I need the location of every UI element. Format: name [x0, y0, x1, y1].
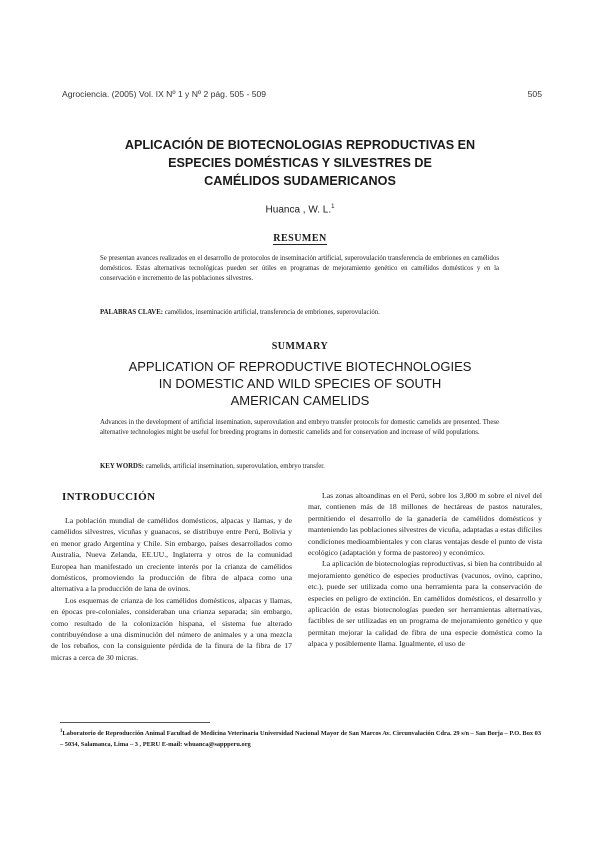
- author-name: Huanca , W. L.: [265, 204, 332, 216]
- body-column-right: [308, 490, 542, 650]
- footnote-divider: [60, 722, 210, 723]
- affiliation-mark: 1: [331, 204, 335, 210]
- resumen-text: Se presentan avances realizados en el desarrollo de protocolos de inseminación artificial, superovulación transferencia de embriones en camélidos domésticos. Estas alternativas tecnológicas pueden ser útiles en programas de mejoramiento genético en camélidos domésticos y en la conservación e incremento de las poblaciones silvestres.: [100, 255, 499, 282]
- keywords-spanish: [100, 308, 499, 318]
- keywords-label: KEY WORDS:: [100, 463, 144, 470]
- article-title-english: [60, 358, 540, 409]
- body-paragraph: Los esquemas de crianza de los camélidos domésticos, alpacas y llamas, en épocas pre-coloniales, consideraban una crianza separada; sin embargo, como resultado de la colonización hispana, el sistema fue alterado contribuyéndose a una disminución del número de animales y a una mezcla de los rebaños, con la consiguiente pérdida de la finura de la fibra de 17 micras a cerca de 30 micras.: [51, 595, 292, 662]
- body-column-left: [51, 515, 292, 663]
- footnote-text: Laboratorio de Reproducción Animal Facultad de Medicina Veterinaria Universidad Nacional Mayor de San Marcos Av. Circunvalación Cdra. 29 s/n – San Borja – P.O. Box 03 – 5034, Salamanca, Lima – 3 , PERU E-mail: whuanca@sappperu.org: [60, 730, 542, 748]
- summary-text: Advances in the development of artificial insemination, superovulation and embryo transfer protocols for domestic camelids are presented. These alternative technologies might be useful for breeding programs in domestic camelids and for conservation and increase of wild populations.: [100, 419, 499, 436]
- body-paragraph: Las zonas altoandinas en el Perú, sobre los 3,800 m sobre el nivel del mar, contienen más de 18 millones de hectáreas de pastos naturales, permitiendo el desarrollo de la ganadería de camélidos domésticos y manteniendo las poblaciones silvestres de vicuña, adaptadas a estas difíciles condiciones medioambientales y con claras ventajas desde el punto de vista ecológico (adaptación y forma de pastoreo) y económico.: [308, 491, 542, 558]
- keywords-list: camelids, artificial insemination, superovulation, embryo transfer.: [144, 463, 325, 470]
- body-paragraph: La aplicación de biotecnologías reproductivas, si bien ha contribuido al mejoramiento genético de especies productivas (vacunos, ovino, caprino, etc.), puede ser utilizada como una herramienta para la conservación de especies en peligro de extinción. En camélidos domésticos, el desarrollo y aplicación de estas biotecnologías pueden ser herramientas alternativas, factibles de ser utilizadas en un programa de mejoramiento genético y que permitan mejorar la calidad de fibra de una especie doméstica como la alpaca y posiblemente llama. Igualmente, el uso de: [308, 559, 542, 649]
- title-line: APPLICATION OF REPRODUCTIVE BIOTECHNOLOGIES: [128, 359, 472, 374]
- keywords-list: camélidos, inseminación artificial, transferencia de embriones, superovulación.: [163, 309, 380, 316]
- resumen-heading: RESUMEN: [273, 233, 327, 244]
- title-line: CAMÉLIDOS SUDAMERICANOS: [204, 174, 396, 188]
- keywords-label: PALABRAS CLAVE:: [100, 309, 164, 316]
- journal-citation: Agrociencia. (2005) Vol. IX Nº 1 y Nº 2 pág. 505 - 509: [62, 89, 267, 99]
- introduction-heading: INTRODUCCIÓN: [62, 491, 156, 503]
- footnote-mark: 1: [60, 729, 63, 734]
- running-header: [62, 89, 542, 99]
- title-line: APLICACIÓN DE BIOTECNOLOGIAS REPRODUCTIVAS EN: [124, 138, 476, 152]
- title-line: ESPECIES DOMÉSTICAS Y SILVESTRES DE: [168, 156, 432, 170]
- title-line: AMERICAN CAMELIDS: [230, 393, 370, 408]
- page-number: 505: [527, 89, 542, 99]
- title-line: IN DOMESTIC AND WILD SPECIES OF SOUTH: [158, 376, 442, 391]
- article-title-spanish: [60, 136, 540, 190]
- author-line: [60, 204, 540, 215]
- body-paragraph: La población mundial de camélidos domésticos, alpacas y llamas, y de camélidos silvestres, vicuñas y guanacos, se distribuye entre Perú, Bolivia y en menor grado Argentina y Chile. Sin embargo, países desarrollados como Australia, Nueva Zelanda, EE.UU., Inglaterra y otros de la comunidad Europea han manifestado un creciente interés por la crianza de camélidos domésticos, promoviendo la producción de fibra de alpaca como una alternativa a la producción de lana de ovinos.: [51, 516, 292, 594]
- keywords-english: [100, 462, 499, 472]
- summary-heading: SUMMARY: [271, 341, 329, 352]
- footnote: [60, 727, 542, 750]
